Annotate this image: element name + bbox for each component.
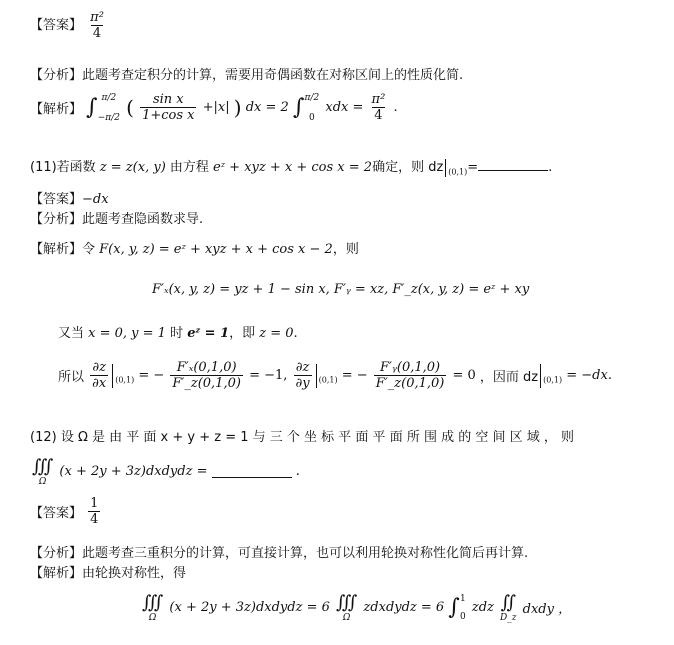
solution-tag: 【解析】 xyxy=(30,102,83,117)
q11-analysis-line xyxy=(30,208,203,227)
q10-answer-line xyxy=(30,10,108,41)
integrand: (x + 2y + 3z)dxdydz = xyxy=(59,464,208,479)
solution-tag: 【解析】 xyxy=(30,566,83,581)
integral-domain: D_z xyxy=(500,613,517,623)
question-suffix: 确定，则 dz xyxy=(372,160,444,175)
dx-equals: dx = 2 xyxy=(245,100,289,115)
equals-minus-one: = −1, xyxy=(249,368,288,383)
fraction-numerator: π² xyxy=(371,92,386,107)
q10-analysis-line xyxy=(30,64,463,83)
integral-limits xyxy=(305,93,320,123)
fraction-denominator: 1+cos x xyxy=(142,108,195,123)
fraction-denominator: F′_z(0,1,0) xyxy=(375,376,445,391)
equals-neg: = − xyxy=(341,368,368,383)
question-mid: 由方程 xyxy=(165,160,214,175)
analysis-tag: 【分析】 xyxy=(30,546,83,561)
fraction-numerator: ∂z xyxy=(295,360,310,375)
abs-term: +|x| xyxy=(202,100,230,115)
triple-integral-sign: ∭ xyxy=(336,592,352,613)
answer-tag: 【答案】 xyxy=(30,506,83,521)
sin-fraction xyxy=(140,92,196,123)
q10-solution-line xyxy=(30,92,398,123)
result-fraction xyxy=(370,92,388,123)
analysis-text: 此题考查隐函数求导. xyxy=(82,212,204,227)
triple-integral xyxy=(336,592,357,623)
answer-value: −dx xyxy=(82,192,109,207)
fx-fz-fraction xyxy=(170,360,243,391)
solution-text: 由轮换对称性，得 xyxy=(82,566,187,581)
solution-tag: 【解析】 xyxy=(30,242,83,257)
integral-upper: π/2 xyxy=(304,92,320,103)
q12-final-line xyxy=(140,592,571,623)
triple-integral xyxy=(32,456,53,487)
final-expr-2: zdxdydz = 6 xyxy=(363,600,445,615)
fraction-numerator: π² xyxy=(90,10,104,25)
equals-sign: = xyxy=(467,160,479,175)
f-definition: F(x, y, z) = eᶻ + xyz + x + cos x − 2 xyxy=(99,242,333,257)
eval-bar xyxy=(540,364,541,388)
q11-so-line xyxy=(58,360,612,391)
eval-point: (0,1) xyxy=(543,375,563,385)
fraction-denominator: F′_z(0,1,0) xyxy=(172,376,241,391)
fraction-numerator: sin x xyxy=(152,92,184,107)
fy-fz-fraction xyxy=(374,360,447,391)
equals-neg: = − xyxy=(138,368,165,383)
integral-upper: π/2 xyxy=(101,92,117,103)
double-integral xyxy=(500,592,516,623)
q12-answer-line xyxy=(30,496,102,527)
integral-limits xyxy=(460,594,466,622)
final-expr-1: (x + 2y + 3z)dxdydz = 6 xyxy=(169,600,330,615)
final-expr-3: zdz xyxy=(471,600,494,615)
integral-lower: −π/2 xyxy=(97,112,120,123)
double-integral-sign: ∬ xyxy=(500,592,510,613)
fraction-denominator: 4 xyxy=(374,108,383,123)
answer-fraction xyxy=(88,496,100,527)
final-expr-4: dxdy ， xyxy=(522,602,572,617)
integral-lower: 0 xyxy=(309,112,315,123)
when-formula: x = 0, y = 1 xyxy=(88,326,166,341)
fraction-denominator: ∂y xyxy=(295,376,310,391)
integral-domain: Ω xyxy=(342,613,351,623)
answer-blank xyxy=(478,158,548,171)
triple-integral-sign: ∭ xyxy=(32,456,48,477)
analysis-text: 此题考查三重积分的计算，可直接计算，也可以利用轮换对称性化简后再计算. xyxy=(82,546,529,561)
integral-domain: Ω xyxy=(38,477,47,487)
final-value: = −dx. xyxy=(566,368,612,383)
left-paren: ( xyxy=(126,95,134,120)
integral-upper: 1 xyxy=(459,593,466,604)
when-mid: 时 xyxy=(165,326,188,341)
question-formula: z = z(x, y) xyxy=(99,160,166,175)
partials-formula: F′ₓ(x, y, z) = yz + 1 − sin x, F′ᵧ = xz, F′_z(x, y, z) = eᶻ + xy xyxy=(152,282,530,297)
right-paren: ) xyxy=(233,95,242,120)
dzdy-fraction xyxy=(294,360,312,391)
then-text: ，则 xyxy=(332,242,359,257)
fraction-numerator: 1 xyxy=(90,496,99,511)
fraction-denominator: ∂x xyxy=(92,376,107,391)
integral-domain: Ω xyxy=(148,613,157,623)
q12-solution-line xyxy=(30,562,186,581)
answer-blank xyxy=(212,465,292,478)
q11-solution-line xyxy=(30,238,359,257)
xdx-term: xdx = xyxy=(325,100,364,115)
period: . xyxy=(295,464,300,479)
analysis-tag: 【分析】 xyxy=(30,68,83,83)
fraction-numerator: F′ₓ(0,1,0) xyxy=(176,360,237,375)
therefore-text: ，因而 dz xyxy=(479,370,539,385)
eval-bar xyxy=(112,364,113,388)
question-equation: eᶻ + xyz + x + cos x = 2 xyxy=(213,160,373,175)
fraction-denominator: 4 xyxy=(92,26,102,41)
q12-integral-line xyxy=(30,456,300,487)
q12-analysis-line xyxy=(30,542,528,561)
eval-point: (0,1) xyxy=(115,375,135,385)
fraction-numerator: ∂z xyxy=(92,360,106,375)
integral-sign: ∫ xyxy=(86,95,98,120)
equals-zero: = 0 xyxy=(452,368,476,383)
answer-tag: 【答案】 xyxy=(30,192,83,207)
question-prefix: (11)若函数 xyxy=(30,160,100,175)
integral-limits xyxy=(98,93,120,123)
eval-point: (0,1) xyxy=(318,375,338,385)
dzdx-fraction xyxy=(90,360,108,391)
analysis-tag: 【分析】 xyxy=(30,212,83,227)
when-formula-2: eᶻ = 1 xyxy=(187,326,230,341)
integral-sign: ∫ xyxy=(448,595,460,620)
integral-sign: ∫ xyxy=(292,95,305,120)
q11-when-line: 又当 x = 0, y = 1 时 eᶻ = 1，即 z = 0. xyxy=(58,326,298,341)
q11-answer-line xyxy=(30,188,109,207)
analysis-text: 此题考查定积分的计算，需要用奇偶函数在对称区间上的性质化简. xyxy=(82,68,464,83)
answer-tag: 【答案】 xyxy=(30,18,83,33)
eval-bar xyxy=(316,364,317,388)
q11-question-line: (11)若函数 z = z(x, y) 由方程 eᶻ + xyz + x + cos x = 2确定，则 dz $_{(0,1)}$= . xyxy=(30,160,553,177)
integral-lower: 0 xyxy=(459,611,466,622)
triple-integral xyxy=(142,592,163,623)
q12-question-line: (12) 设 Ω 是 由 平 面 x + y + z = 1 与 三 个 坐 标 平 面 平 面 所 围 成 的 空 间 区 域 ， 则 xyxy=(30,430,575,445)
when-formula-3: z = 0 xyxy=(259,326,294,341)
when-post: ，即 xyxy=(229,326,260,341)
when-pre: 又当 xyxy=(58,326,89,341)
fraction-numerator: F′ᵧ(0,1,0) xyxy=(380,360,441,375)
triple-integral-sign: ∭ xyxy=(142,592,158,613)
fraction-denominator: 4 xyxy=(90,512,99,527)
so-text: 所以 xyxy=(58,370,85,385)
eval-point: (0,1) xyxy=(448,167,468,177)
eval-bar xyxy=(445,159,446,177)
let-text: 令 xyxy=(82,242,100,257)
period: . xyxy=(393,100,398,115)
answer-fraction xyxy=(88,10,106,41)
